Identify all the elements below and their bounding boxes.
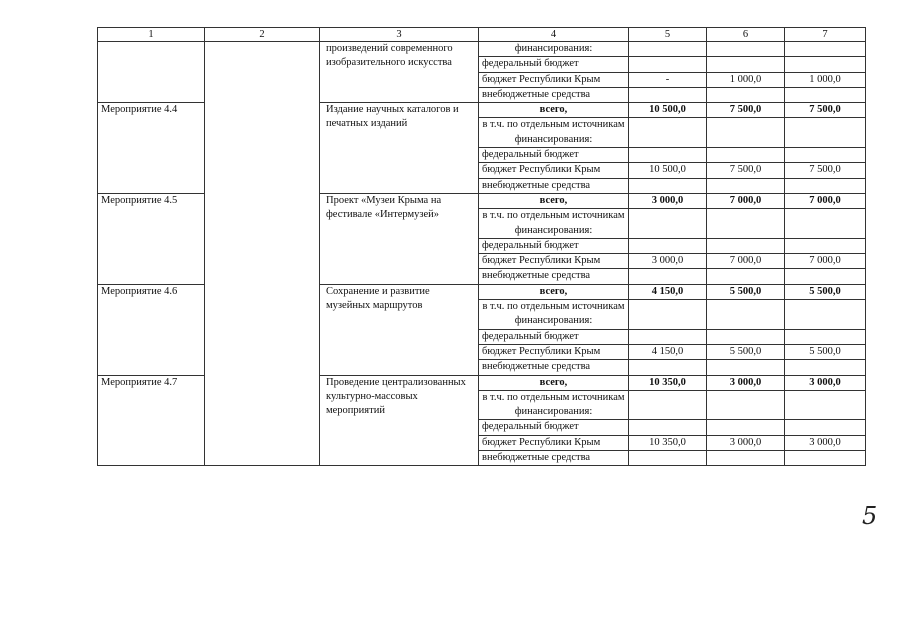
value-cell [785,390,866,420]
value-cell [707,87,785,102]
value-cell: 3 000,0 [785,435,866,450]
value-cell [785,300,866,330]
value-cell [629,238,707,253]
source-label: бюджет Республики Крым [479,163,629,178]
measure-name-cell: произведений современного изобразительного искусства [320,42,479,103]
measure-name-cell: Издание научных каталогов и печатных изданий [320,103,479,194]
measure-code-cell: Мероприятие 4.5 [98,193,205,284]
total-value-cell: 7 500,0 [785,103,866,118]
value-cell [707,420,785,435]
value-cell [629,87,707,102]
header-cell: 5 [629,28,707,42]
value-cell [707,57,785,72]
total-value-cell: 3 000,0 [785,375,866,390]
measure-code-cell [98,42,205,103]
total-value-cell: 10 350,0 [629,375,707,390]
measure-code-cell: Мероприятие 4.4 [98,103,205,194]
value-cell: 5 500,0 [785,344,866,359]
total-label: всего, [479,103,629,118]
value-cell [707,178,785,193]
source-label: федеральный бюджет [479,148,629,163]
value-cell [629,42,707,57]
value-cell [785,209,866,239]
value-cell [707,269,785,284]
total-value-cell: 10 500,0 [629,103,707,118]
measure-name-cell: Сохранение и развитие музейных маршрутов [320,284,479,375]
source-label: федеральный бюджет [479,420,629,435]
source-label: бюджет Республики Крым [479,254,629,269]
value-cell [707,209,785,239]
value-cell [629,420,707,435]
value-cell [629,451,707,466]
total-value-cell: 7 000,0 [707,193,785,208]
value-cell [785,178,866,193]
value-cell [785,118,866,148]
total-label: всего, [479,375,629,390]
value-cell: 1 000,0 [785,72,866,87]
total-value-cell: 7 000,0 [785,193,866,208]
budget-table [97,27,866,466]
table-row [98,42,866,57]
source-label: внебюджетные средства [479,451,629,466]
value-cell [629,209,707,239]
value-cell: 7 000,0 [785,254,866,269]
total-label: всего, [479,193,629,208]
value-cell [785,329,866,344]
source-label: внебюджетные средства [479,360,629,375]
source-label: внебюджетные средства [479,87,629,102]
value-cell: 1 000,0 [707,72,785,87]
measure-name-cell: Проект «Музеи Крыма на фестивале «Интермузей» [320,193,479,284]
value-cell: 7 000,0 [707,254,785,269]
value-cell [785,87,866,102]
source-label: федеральный бюджет [479,329,629,344]
source-label: внебюджетные средства [479,269,629,284]
header-row [98,28,866,42]
source-label: в т.ч. по отдельным источникам финансирования: [479,209,629,239]
value-cell [629,118,707,148]
header-cell: 3 [320,28,479,42]
source-label: бюджет Республики Крым [479,435,629,450]
value-cell: 5 500,0 [707,344,785,359]
value-cell: 3 000,0 [707,435,785,450]
source-label: в т.ч. по отдельным источникам финансирования: [479,390,629,420]
total-value-cell: 4 150,0 [629,284,707,299]
value-cell [785,420,866,435]
value-cell [785,360,866,375]
page-number: 5 [862,502,878,530]
source-label: в т.ч. по отдельным источникам финансирования: [479,118,629,148]
value-cell [629,148,707,163]
value-cell [707,451,785,466]
total-value-cell: 5 500,0 [785,284,866,299]
value-cell [707,329,785,344]
value-cell [629,360,707,375]
total-value-cell: 7 500,0 [707,103,785,118]
value-cell: 4 150,0 [629,344,707,359]
source-label: финансирования: [479,42,629,57]
value-cell [707,238,785,253]
measure-name-cell: Проведение централизованных культурно-массовых мероприятий [320,375,479,466]
value-cell [785,57,866,72]
source-label: внебюджетные средства [479,178,629,193]
responsible-cell [205,42,320,466]
value-cell [707,42,785,57]
total-value-cell: 3 000,0 [707,375,785,390]
value-cell [629,300,707,330]
total-label: всего, [479,284,629,299]
value-cell: 10 350,0 [629,435,707,450]
value-cell [707,300,785,330]
value-cell: 7 500,0 [707,163,785,178]
total-value-cell: 3 000,0 [629,193,707,208]
value-cell [629,269,707,284]
source-label: бюджет Республики Крым [479,344,629,359]
value-cell [629,329,707,344]
total-value-cell: 5 500,0 [707,284,785,299]
header-cell: 6 [707,28,785,42]
value-cell: 3 000,0 [629,254,707,269]
value-cell [785,269,866,284]
value-cell [785,451,866,466]
measure-code-cell: Мероприятие 4.6 [98,284,205,375]
value-cell: - [629,72,707,87]
value-cell [707,390,785,420]
source-label: федеральный бюджет [479,57,629,72]
value-cell [785,148,866,163]
value-cell [785,238,866,253]
value-cell [707,148,785,163]
value-cell [629,57,707,72]
value-cell: 7 500,0 [785,163,866,178]
value-cell: 10 500,0 [629,163,707,178]
value-cell [629,178,707,193]
value-cell [785,42,866,57]
header-cell: 1 [98,28,205,42]
value-cell [707,360,785,375]
value-cell [707,118,785,148]
value-cell [629,390,707,420]
source-label: федеральный бюджет [479,238,629,253]
header-cell: 4 [479,28,629,42]
header-cell: 2 [205,28,320,42]
measure-code-cell: Мероприятие 4.7 [98,375,205,466]
source-label: бюджет Республики Крым [479,72,629,87]
source-label: в т.ч. по отдельным источникам финансирования: [479,300,629,330]
header-cell: 7 [785,28,866,42]
